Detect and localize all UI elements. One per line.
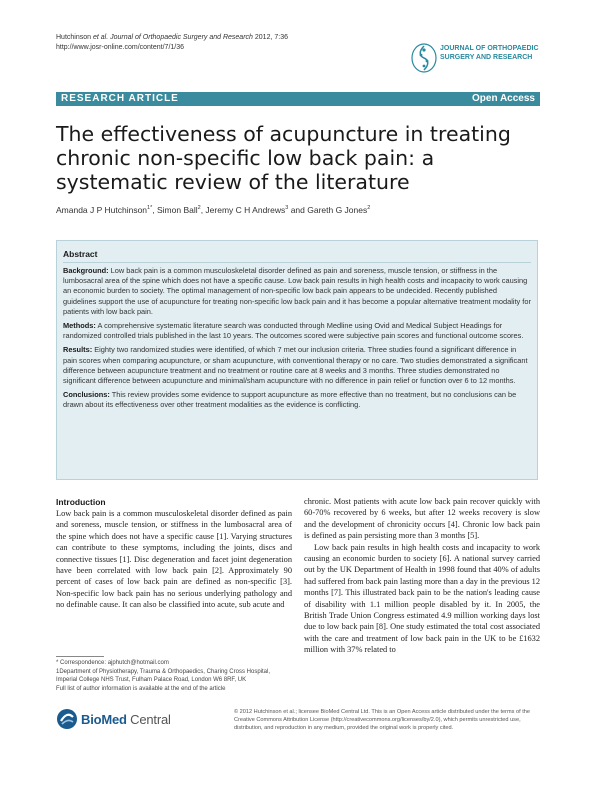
author-name: Simon Ball — [156, 205, 198, 215]
author-separator: , — [200, 205, 206, 215]
abstract-section-text: This review provides some evidence to support acupuncture as more effective than no treatment, but no conclusions can be drawn about its effectiveness over other treatment modalities as the evidence is conflicting. — [63, 390, 517, 410]
article-title: The effectiveness of acupuncture in treating chronic non-specific low back pain: a systematic review of the literature — [56, 122, 511, 194]
author-affiliation: 2 — [197, 205, 201, 212]
journal-name-line2: SURGERY AND RESEARCH — [440, 53, 533, 61]
journal-name-line1: JOURNAL OF ORTHOPAEDIC — [440, 45, 539, 52]
open-access-label: Open Access — [472, 93, 535, 104]
abstract-conclusions — [63, 390, 531, 410]
abstract-box — [56, 240, 538, 480]
abstract-divider — [63, 262, 531, 263]
author-name: Amanda J P Hutchinson — [56, 205, 148, 215]
body-column-left — [56, 496, 292, 611]
author-list — [56, 205, 540, 215]
author-separator: and — [288, 205, 308, 215]
abstract-background — [63, 266, 531, 317]
introduction-heading: Introduction — [56, 497, 106, 507]
author-affiliation: 3 — [285, 205, 289, 212]
abstract-results — [63, 345, 531, 386]
abstract-section-label: Conclusions: — [63, 390, 110, 400]
citation-header — [56, 33, 376, 53]
abstract-section-label: Methods: — [63, 321, 96, 331]
correspondence-note: * Correspondence: ajphutch@hotmail.com — [56, 660, 169, 666]
affiliation-note: 1Department of Physiotherapy, Trauma & Orthopaedics, Charing Cross Hospital, Imperial College NHS Trust, Fulham Palace Road, London W6 8RF, UK — [56, 668, 270, 684]
body-paragraph: Low back pain results in high health costs and incapacity to work causing an economic burden to society [6]. A national survey carried out by the UK Department of Health in 1998 found that 40% of adults had suffered from back pain lasting more than a day in the previous 12 months [7]. This illustrated back pain to be the nation's leading cause of disability with 1.1 million people disabled by it. In 2005, the British Trade Union Congress estimated 4.9 million working days lost due to low back pain [8]. One study estimated the total cost associated with the care and treatment of low back pain in the UK to be £1632 million with 37% related to — [304, 542, 540, 655]
journal-logo-icon — [410, 42, 438, 74]
abstract-methods — [63, 321, 531, 341]
citation-year-volume: 2012, 7:36 — [254, 34, 288, 41]
footnote-divider — [56, 656, 104, 657]
citation-authors: Hutchinson — [56, 34, 92, 41]
publisher-name-main: BioMed — [81, 712, 127, 727]
abstract-section-text: Eighty two randomized studies were identified, of which 7 met our inclusion criteria. Three studies found a significant difference in pain scores when comparing acupuncture, or sham acupuncture, with conventional therapy or no care. Two studies demonstrated a significant difference between acupuncture treatment and no treatment or routine care at 8 weeks and 3 months. Three studies demonstrated no significant difference between acupuncture and minimal/sham acupuncture with no difference in pain relief or function over 6 to 12 months. — [63, 345, 528, 386]
author-info-note: Full list of author information is available at the end of the article — [56, 685, 226, 692]
abstract-section-label: Results: — [63, 345, 93, 355]
author-affiliation: 2 — [367, 205, 371, 212]
citation-etal: et al. — [92, 34, 109, 41]
article-url[interactable]: http://www.josr-online.com/content/7/1/36 — [56, 44, 185, 51]
body-column-right — [304, 496, 540, 656]
author-name: Gareth G Jones — [307, 205, 368, 215]
publisher-name — [81, 712, 171, 727]
citation-line — [56, 33, 376, 43]
license-text: © 2012 Hutchinson et al.; licensee BioMed Central Ltd. This is an Open Access article distributed under the terms of the Creative Commons Attribution License (http://creativecommons.org/licenses/by/2.0), which permits unrestricted use, distribution, and reproduction in any medium, provided the original work is properly cited. — [234, 709, 530, 731]
journal-name — [440, 45, 539, 62]
abstract-section-label: Background: — [63, 266, 109, 275]
publisher-name-second: Central — [126, 712, 171, 727]
article-type-label: RESEARCH ARTICLE — [61, 93, 179, 104]
citation-journal: Journal of Orthopaedic Surgery and Research — [110, 34, 253, 41]
body-paragraph: Low back pain is a common musculoskeletal disorder defined as pain and soreness, muscle tension, or stiffness in the lumbosacral area of the spine which does not have a specific cause [1]. Varying structures can contribute to these symptoms, including the joints, discs and connective tissues [1]. Disc degeneration and facet joint degeneration have been correlated with low back pain [2]. Approximately 90 percent of cases of low back pain are defined as non-specific [3]. Non-specific low back pain has no serious underlying pathology and no definable cause. It can also be classified into acute, sub acute and — [56, 509, 292, 610]
abstract-section-text: A comprehensive systematic literature search was conducted through Medline using Ovid and Medical Subject Headings for randomized controlled trials published in the last 10 years. The outcomes scored were subjective pain scores and functional outcome scores. — [63, 321, 524, 341]
body-paragraph: chronic. Most patients with acute low back pain recover quickly with 60-70% recovered by 6 weeks, but after 12 weeks recovery is slow and the development of chronicity occurs [4]. Chronic low back pain is defined as pain persisting more than 3 months [5]. — [304, 497, 540, 541]
author-separator: , — [152, 205, 157, 215]
author-name: Jeremy C H Andrews — [205, 205, 286, 215]
article-type-banner — [56, 92, 540, 106]
abstract-heading: Abstract — [63, 249, 98, 259]
author-affiliation: 1* — [147, 205, 153, 212]
journal-logo — [410, 42, 560, 78]
publisher-logo — [56, 708, 174, 730]
abstract-section-text: Low back pain is a common musculoskeletal disorder defined as pain and soreness, muscle tension, or stiffness in the lumbosacral area of the spine which does not have a specific cause. Low back pain results in high health costs and incapacity to work causing an economic burden to society. The optimal management of non-specific low back pain appears to be undecided. Recently published guidelines support the use of acupuncture for treating non-specific low back pain and it has become a popular alternative treatment modality for patients with low back pain. — [63, 266, 531, 316]
footnotes — [56, 659, 292, 693]
abstract-body — [63, 266, 531, 415]
biomed-central-icon — [56, 708, 78, 730]
